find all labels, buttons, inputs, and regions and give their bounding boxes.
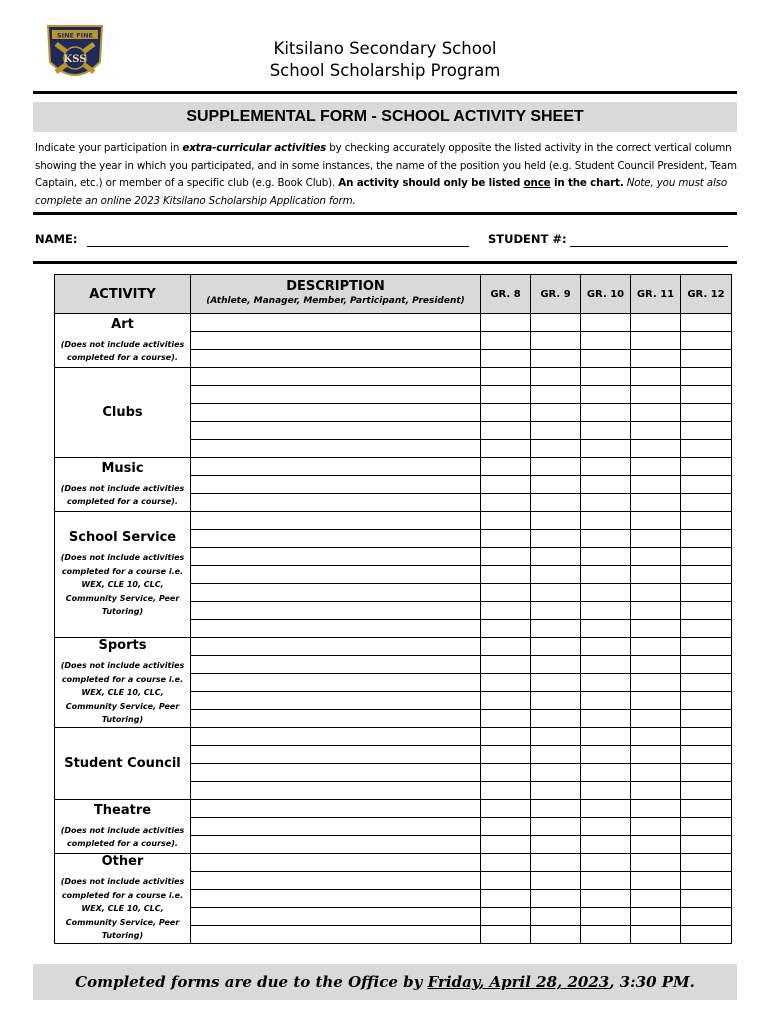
instructions-paragraph bbox=[35, 140, 737, 210]
grade-check-cell-gr-8[interactable] bbox=[481, 836, 531, 854]
description-input-cell[interactable] bbox=[191, 728, 481, 746]
description-input-cell[interactable] bbox=[191, 746, 481, 764]
description-input-cell[interactable] bbox=[191, 818, 481, 836]
description-input-cell[interactable] bbox=[191, 422, 481, 440]
description-input-cell[interactable] bbox=[191, 692, 481, 710]
grade-check-cell-gr-11[interactable] bbox=[631, 368, 681, 386]
grade-check-cell-gr-9[interactable] bbox=[531, 368, 581, 386]
grade-check-cell-gr-10[interactable] bbox=[581, 368, 631, 386]
grade-check-cell-gr-11[interactable] bbox=[631, 566, 681, 584]
grade-check-cell-gr-9[interactable] bbox=[531, 476, 581, 494]
activity-name: Sports bbox=[98, 638, 147, 654]
intro-bold-underlined: once bbox=[523, 177, 551, 189]
grade-check-cell-gr-11[interactable] bbox=[631, 422, 681, 440]
description-input-cell[interactable] bbox=[191, 674, 481, 692]
activity-row bbox=[55, 314, 732, 332]
intro-divider bbox=[33, 212, 737, 215]
grade-check-cell-gr-12[interactable] bbox=[681, 494, 732, 512]
grade-check-cell-gr-10[interactable] bbox=[581, 746, 631, 764]
grade-check-cell-gr-10[interactable] bbox=[581, 854, 631, 872]
description-input-cell[interactable] bbox=[191, 602, 481, 620]
grade-check-cell-gr-11[interactable] bbox=[631, 512, 681, 530]
grade-check-cell-gr-12[interactable] bbox=[681, 332, 732, 350]
grade-check-cell-gr-8[interactable] bbox=[481, 638, 531, 656]
grade-check-cell-gr-8[interactable] bbox=[481, 800, 531, 818]
description-input-cell[interactable] bbox=[191, 854, 481, 872]
grade-check-cell-gr-10[interactable] bbox=[581, 710, 631, 728]
grade-check-cell-gr-12[interactable] bbox=[681, 818, 732, 836]
activity-note: (Does not include activities completed for a course i.e. WEX, CLE 10, CLC, Community Service, Peer Tutoring) bbox=[60, 553, 185, 617]
description-input-cell[interactable] bbox=[191, 548, 481, 566]
grade-check-cell-gr-8[interactable] bbox=[481, 602, 531, 620]
logo-letters: KSS bbox=[63, 54, 87, 65]
grade-check-cell-gr-12[interactable] bbox=[681, 926, 732, 944]
grade-check-cell-gr-9[interactable] bbox=[531, 764, 581, 782]
grade-check-cell-gr-12[interactable] bbox=[681, 854, 732, 872]
grade-check-cell-gr-11[interactable] bbox=[631, 602, 681, 620]
activity-name: School Service bbox=[68, 530, 177, 546]
grade-check-cell-gr-11[interactable] bbox=[631, 332, 681, 350]
grade-check-cell-gr-8[interactable] bbox=[481, 782, 531, 800]
due-date: Friday, April 28, 2023 bbox=[427, 973, 610, 991]
description-input-cell[interactable] bbox=[191, 566, 481, 584]
grade-check-cell-gr-11[interactable] bbox=[631, 476, 681, 494]
grade-check-cell-gr-12[interactable] bbox=[681, 710, 732, 728]
program-name: School Scholarship Program bbox=[269, 61, 501, 80]
grade-check-cell-gr-11[interactable] bbox=[631, 548, 681, 566]
description-input-cell[interactable] bbox=[191, 458, 481, 476]
grade-check-cell-gr-8[interactable] bbox=[481, 764, 531, 782]
grade-check-cell-gr-9[interactable] bbox=[531, 926, 581, 944]
grade-check-cell-gr-8[interactable] bbox=[481, 476, 531, 494]
grade-check-cell-gr-8[interactable] bbox=[481, 512, 531, 530]
grade-check-cell-gr-9[interactable] bbox=[531, 710, 581, 728]
grade-check-cell-gr-10[interactable] bbox=[581, 818, 631, 836]
grade-check-cell-gr-9[interactable] bbox=[531, 818, 581, 836]
grade-check-cell-gr-12[interactable] bbox=[681, 548, 732, 566]
activity-note: (Does not include activities completed for a course i.e. WEX, CLE 10, CLC, Community Service, Peer Tutoring) bbox=[60, 877, 185, 941]
description-input-cell[interactable] bbox=[191, 476, 481, 494]
grade-check-cell-gr-12[interactable] bbox=[681, 476, 732, 494]
activity-cell-art bbox=[55, 314, 191, 368]
grade-check-cell-gr-8[interactable] bbox=[481, 332, 531, 350]
grade-check-cell-gr-8[interactable] bbox=[481, 620, 531, 638]
grade-check-cell-gr-9[interactable] bbox=[531, 908, 581, 926]
activity-row bbox=[55, 512, 732, 530]
grade-check-cell-gr-11[interactable] bbox=[631, 350, 681, 368]
grade-check-cell-gr-12[interactable] bbox=[681, 836, 732, 854]
grade-check-cell-gr-10[interactable] bbox=[581, 908, 631, 926]
activity-note: (Does not include activities completed for a course). bbox=[60, 483, 185, 506]
grade-check-cell-gr-11[interactable] bbox=[631, 710, 681, 728]
grade-check-cell-gr-11[interactable] bbox=[631, 728, 681, 746]
form-title: SUPPLEMENTAL FORM - SCHOOL ACTIVITY SHEET bbox=[33, 102, 737, 132]
grade-check-cell-gr-10[interactable] bbox=[581, 386, 631, 404]
description-input-cell[interactable] bbox=[191, 836, 481, 854]
grade-check-cell-gr-10[interactable] bbox=[581, 782, 631, 800]
fields-divider bbox=[33, 261, 737, 264]
activity-name: Art bbox=[111, 316, 134, 332]
grade-check-cell-gr-10[interactable] bbox=[581, 620, 631, 638]
grade-check-cell-gr-9[interactable] bbox=[531, 458, 581, 476]
grade-check-cell-gr-10[interactable] bbox=[581, 692, 631, 710]
description-input-cell[interactable] bbox=[191, 908, 481, 926]
grade-check-cell-gr-8[interactable] bbox=[481, 458, 531, 476]
grade-check-cell-gr-12[interactable] bbox=[681, 764, 732, 782]
activity-cell-school-service bbox=[55, 512, 191, 638]
activity-table bbox=[54, 274, 732, 944]
grade-8-header: GR. 8 bbox=[481, 275, 531, 314]
grade-check-cell-gr-10[interactable] bbox=[581, 512, 631, 530]
grade-check-cell-gr-12[interactable] bbox=[681, 512, 732, 530]
description-input-cell[interactable] bbox=[191, 872, 481, 890]
grade-check-cell-gr-8[interactable] bbox=[481, 530, 531, 548]
activity-row bbox=[55, 458, 732, 476]
description-input-cell[interactable] bbox=[191, 890, 481, 908]
grade-check-cell-gr-9[interactable] bbox=[531, 584, 581, 602]
description-input-cell[interactable] bbox=[191, 350, 481, 368]
grade-check-cell-gr-11[interactable] bbox=[631, 584, 681, 602]
grade-check-cell-gr-9[interactable] bbox=[531, 602, 581, 620]
grade-check-cell-gr-8[interactable] bbox=[481, 728, 531, 746]
grade-check-cell-gr-10[interactable] bbox=[581, 458, 631, 476]
description-input-cell[interactable] bbox=[191, 512, 481, 530]
grade-check-cell-gr-10[interactable] bbox=[581, 926, 631, 944]
activity-note: (Does not include activities completed for a course). bbox=[60, 825, 185, 848]
grade-check-cell-gr-11[interactable] bbox=[631, 836, 681, 854]
activity-cell-clubs bbox=[55, 368, 191, 458]
grade-check-cell-gr-9[interactable] bbox=[531, 692, 581, 710]
activity-row bbox=[55, 728, 732, 746]
grade-check-cell-gr-8[interactable] bbox=[481, 854, 531, 872]
grade-check-cell-gr-8[interactable] bbox=[481, 386, 531, 404]
grade-check-cell-gr-10[interactable] bbox=[581, 332, 631, 350]
grade-check-cell-gr-8[interactable] bbox=[481, 674, 531, 692]
grade-check-cell-gr-12[interactable] bbox=[681, 458, 732, 476]
grade-check-cell-gr-11[interactable] bbox=[631, 764, 681, 782]
grade-check-cell-gr-10[interactable] bbox=[581, 584, 631, 602]
grade-check-cell-gr-9[interactable] bbox=[531, 746, 581, 764]
grade-check-cell-gr-9[interactable] bbox=[531, 350, 581, 368]
grade-check-cell-gr-9[interactable] bbox=[531, 548, 581, 566]
grade-check-cell-gr-9[interactable] bbox=[531, 620, 581, 638]
grade-check-cell-gr-10[interactable] bbox=[581, 638, 631, 656]
due-date-banner bbox=[33, 964, 737, 1000]
description-input-cell[interactable] bbox=[191, 764, 481, 782]
grade-check-cell-gr-9[interactable] bbox=[531, 728, 581, 746]
intro-text-2: by checking accurately opposite the listed activity in the correct vertical column showing the year in which you participated, and in some instances, the name of the position you held (e.g. Student Council President, Team Captain, etc.) or member of a specific club (e.g. Book Club). bbox=[35, 142, 737, 189]
grade-check-cell-gr-9[interactable] bbox=[531, 404, 581, 422]
grade-check-cell-gr-10[interactable] bbox=[581, 494, 631, 512]
grade-check-cell-gr-11[interactable] bbox=[631, 854, 681, 872]
grade-check-cell-gr-11[interactable] bbox=[631, 746, 681, 764]
grade-check-cell-gr-12[interactable] bbox=[681, 314, 732, 332]
grade-check-cell-gr-8[interactable] bbox=[481, 656, 531, 674]
grade-check-cell-gr-9[interactable] bbox=[531, 836, 581, 854]
grade-check-cell-gr-11[interactable] bbox=[631, 782, 681, 800]
grade-9-header: GR. 9 bbox=[531, 275, 581, 314]
grade-check-cell-gr-8[interactable] bbox=[481, 494, 531, 512]
description-input-cell[interactable] bbox=[191, 638, 481, 656]
activity-row bbox=[55, 800, 732, 818]
grade-check-cell-gr-12[interactable] bbox=[681, 746, 732, 764]
grade-check-cell-gr-9[interactable] bbox=[531, 494, 581, 512]
grade-check-cell-gr-8[interactable] bbox=[481, 890, 531, 908]
grade-check-cell-gr-10[interactable] bbox=[581, 476, 631, 494]
activity-column-header: ACTIVITY bbox=[55, 275, 191, 314]
activity-note: (Does not include activities completed for a course i.e. WEX, CLE 10, CLC, Community Service, Peer Tutoring) bbox=[60, 661, 185, 725]
description-input-cell[interactable] bbox=[191, 314, 481, 332]
activity-cell-student-council bbox=[55, 728, 191, 800]
activity-cell-sports bbox=[55, 638, 191, 728]
grade-check-cell-gr-9[interactable] bbox=[531, 674, 581, 692]
grade-check-cell-gr-11[interactable] bbox=[631, 404, 681, 422]
description-input-cell[interactable] bbox=[191, 530, 481, 548]
name-input-line[interactable] bbox=[87, 246, 469, 247]
grade-check-cell-gr-11[interactable] bbox=[631, 620, 681, 638]
activity-name: Theatre bbox=[93, 802, 152, 818]
grade-check-cell-gr-9[interactable] bbox=[531, 638, 581, 656]
name-label: NAME: bbox=[35, 232, 78, 246]
grade-check-cell-gr-10[interactable] bbox=[581, 800, 631, 818]
grade-check-cell-gr-12[interactable] bbox=[681, 782, 732, 800]
grade-check-cell-gr-12[interactable] bbox=[681, 530, 732, 548]
grade-check-cell-gr-12[interactable] bbox=[681, 602, 732, 620]
grade-check-cell-gr-11[interactable] bbox=[631, 818, 681, 836]
intro-bold-2: in the chart. bbox=[550, 177, 624, 189]
grade-check-cell-gr-12[interactable] bbox=[681, 566, 732, 584]
grade-check-cell-gr-11[interactable] bbox=[631, 908, 681, 926]
activity-row bbox=[55, 638, 732, 656]
grade-11-header: GR. 11 bbox=[631, 275, 681, 314]
grade-check-cell-gr-12[interactable] bbox=[681, 620, 732, 638]
grade-check-cell-gr-12[interactable] bbox=[681, 692, 732, 710]
grade-check-cell-gr-11[interactable] bbox=[631, 800, 681, 818]
description-input-cell[interactable] bbox=[191, 710, 481, 728]
school-crest-logo bbox=[42, 22, 108, 88]
grade-check-cell-gr-12[interactable] bbox=[681, 368, 732, 386]
grade-check-cell-gr-9[interactable] bbox=[531, 332, 581, 350]
grade-check-cell-gr-10[interactable] bbox=[581, 890, 631, 908]
grade-check-cell-gr-10[interactable] bbox=[581, 872, 631, 890]
grade-check-cell-gr-9[interactable] bbox=[531, 422, 581, 440]
activity-row bbox=[55, 368, 732, 386]
grade-check-cell-gr-12[interactable] bbox=[681, 890, 732, 908]
activity-cell-theatre bbox=[55, 800, 191, 854]
grade-check-cell-gr-9[interactable] bbox=[531, 854, 581, 872]
grade-check-cell-gr-12[interactable] bbox=[681, 872, 732, 890]
grade-check-cell-gr-8[interactable] bbox=[481, 818, 531, 836]
grade-check-cell-gr-10[interactable] bbox=[581, 674, 631, 692]
grade-check-cell-gr-8[interactable] bbox=[481, 368, 531, 386]
grade-check-cell-gr-8[interactable] bbox=[481, 908, 531, 926]
grade-check-cell-gr-10[interactable] bbox=[581, 764, 631, 782]
grade-check-cell-gr-12[interactable] bbox=[681, 674, 732, 692]
description-column-header bbox=[191, 275, 481, 314]
activity-name: Clubs bbox=[102, 405, 143, 420]
grade-check-cell-gr-10[interactable] bbox=[581, 422, 631, 440]
grade-check-cell-gr-11[interactable] bbox=[631, 692, 681, 710]
description-input-cell[interactable] bbox=[191, 332, 481, 350]
grade-check-cell-gr-12[interactable] bbox=[681, 908, 732, 926]
grade-check-cell-gr-12[interactable] bbox=[681, 656, 732, 674]
grade-check-cell-gr-12[interactable] bbox=[681, 728, 732, 746]
grade-check-cell-gr-11[interactable] bbox=[631, 458, 681, 476]
grade-check-cell-gr-12[interactable] bbox=[681, 440, 732, 458]
description-input-cell[interactable] bbox=[191, 782, 481, 800]
school-name: Kitsilano Secondary School bbox=[273, 39, 497, 58]
grade-check-cell-gr-10[interactable] bbox=[581, 728, 631, 746]
description-input-cell[interactable] bbox=[191, 800, 481, 818]
logo-motto: SINE FINE bbox=[57, 31, 93, 40]
grade-10-header: GR. 10 bbox=[581, 275, 631, 314]
grade-check-cell-gr-8[interactable] bbox=[481, 314, 531, 332]
grade-check-cell-gr-10[interactable] bbox=[581, 350, 631, 368]
grade-check-cell-gr-11[interactable] bbox=[631, 656, 681, 674]
grade-check-cell-gr-11[interactable] bbox=[631, 386, 681, 404]
activity-cell-other bbox=[55, 854, 191, 944]
grade-check-cell-gr-11[interactable] bbox=[631, 890, 681, 908]
grade-check-cell-gr-8[interactable] bbox=[481, 548, 531, 566]
activity-row bbox=[55, 854, 732, 872]
grade-check-cell-gr-11[interactable] bbox=[631, 314, 681, 332]
description-header-label: DESCRIPTION bbox=[286, 279, 385, 294]
intro-text: Indicate your participation in bbox=[35, 142, 183, 154]
student-number-input-line[interactable] bbox=[570, 246, 728, 247]
activity-name: Music bbox=[101, 460, 144, 476]
grade-check-cell-gr-11[interactable] bbox=[631, 494, 681, 512]
grade-check-cell-gr-8[interactable] bbox=[481, 350, 531, 368]
grade-12-header: GR. 12 bbox=[681, 275, 732, 314]
activity-cell-music bbox=[55, 458, 191, 512]
grade-check-cell-gr-9[interactable] bbox=[531, 800, 581, 818]
grade-check-cell-gr-9[interactable] bbox=[531, 440, 581, 458]
grade-check-cell-gr-9[interactable] bbox=[531, 386, 581, 404]
grade-check-cell-gr-10[interactable] bbox=[581, 530, 631, 548]
grade-check-cell-gr-10[interactable] bbox=[581, 566, 631, 584]
page-header bbox=[200, 38, 570, 82]
grade-check-cell-gr-10[interactable] bbox=[581, 836, 631, 854]
grade-check-cell-gr-9[interactable] bbox=[531, 314, 581, 332]
grade-check-cell-gr-10[interactable] bbox=[581, 602, 631, 620]
description-input-cell[interactable] bbox=[191, 494, 481, 512]
grade-check-cell-gr-12[interactable] bbox=[681, 584, 732, 602]
grade-check-cell-gr-9[interactable] bbox=[531, 566, 581, 584]
grade-check-cell-gr-11[interactable] bbox=[631, 674, 681, 692]
grade-check-cell-gr-10[interactable] bbox=[581, 440, 631, 458]
description-input-cell[interactable] bbox=[191, 584, 481, 602]
grade-check-cell-gr-10[interactable] bbox=[581, 548, 631, 566]
description-input-cell[interactable] bbox=[191, 656, 481, 674]
grade-check-cell-gr-9[interactable] bbox=[531, 530, 581, 548]
grade-check-cell-gr-12[interactable] bbox=[681, 350, 732, 368]
grade-check-cell-gr-8[interactable] bbox=[481, 872, 531, 890]
grade-check-cell-gr-8[interactable] bbox=[481, 566, 531, 584]
grade-check-cell-gr-10[interactable] bbox=[581, 656, 631, 674]
grade-check-cell-gr-12[interactable] bbox=[681, 386, 732, 404]
grade-check-cell-gr-10[interactable] bbox=[581, 404, 631, 422]
grade-check-cell-gr-12[interactable] bbox=[681, 422, 732, 440]
grade-check-cell-gr-8[interactable] bbox=[481, 584, 531, 602]
grade-check-cell-gr-12[interactable] bbox=[681, 638, 732, 656]
grade-check-cell-gr-9[interactable] bbox=[531, 656, 581, 674]
description-input-cell[interactable] bbox=[191, 386, 481, 404]
description-input-cell[interactable] bbox=[191, 404, 481, 422]
grade-check-cell-gr-11[interactable] bbox=[631, 638, 681, 656]
description-header-hint: (Athlete, Manager, Member, Participant, President) bbox=[206, 296, 465, 306]
grade-check-cell-gr-11[interactable] bbox=[631, 926, 681, 944]
activity-name: Student Council bbox=[64, 756, 181, 771]
header-divider bbox=[33, 91, 737, 94]
grade-check-cell-gr-8[interactable] bbox=[481, 440, 531, 458]
grade-check-cell-gr-11[interactable] bbox=[631, 440, 681, 458]
grade-check-cell-gr-8[interactable] bbox=[481, 926, 531, 944]
intro-bold: An activity should only be listed bbox=[338, 177, 524, 189]
intro-note: Note, you must also complete an online 2023 Kitsilano Scholarship Application form. bbox=[35, 177, 728, 207]
description-input-cell[interactable] bbox=[191, 440, 481, 458]
due-date-suffix: , 3:30 PM. bbox=[609, 973, 695, 991]
grade-check-cell-gr-9[interactable] bbox=[531, 512, 581, 530]
grade-check-cell-gr-8[interactable] bbox=[481, 422, 531, 440]
grade-check-cell-gr-10[interactable] bbox=[581, 314, 631, 332]
grade-check-cell-gr-8[interactable] bbox=[481, 746, 531, 764]
description-input-cell[interactable] bbox=[191, 926, 481, 944]
grade-check-cell-gr-12[interactable] bbox=[681, 800, 732, 818]
description-input-cell[interactable] bbox=[191, 620, 481, 638]
grade-check-cell-gr-9[interactable] bbox=[531, 782, 581, 800]
grade-check-cell-gr-8[interactable] bbox=[481, 710, 531, 728]
description-input-cell[interactable] bbox=[191, 368, 481, 386]
due-date-prefix: Completed forms are due to the Office by bbox=[75, 973, 423, 991]
grade-check-cell-gr-8[interactable] bbox=[481, 692, 531, 710]
intro-emphasis: extra-curricular activities bbox=[182, 142, 327, 154]
grade-check-cell-gr-9[interactable] bbox=[531, 890, 581, 908]
student-number-label: STUDENT #: bbox=[488, 232, 567, 246]
grade-check-cell-gr-11[interactable] bbox=[631, 530, 681, 548]
activity-name: Other bbox=[101, 854, 144, 870]
grade-check-cell-gr-9[interactable] bbox=[531, 872, 581, 890]
grade-check-cell-gr-11[interactable] bbox=[631, 872, 681, 890]
activity-note: (Does not include activities completed for a course). bbox=[60, 339, 185, 362]
grade-check-cell-gr-8[interactable] bbox=[481, 404, 531, 422]
grade-check-cell-gr-12[interactable] bbox=[681, 404, 732, 422]
